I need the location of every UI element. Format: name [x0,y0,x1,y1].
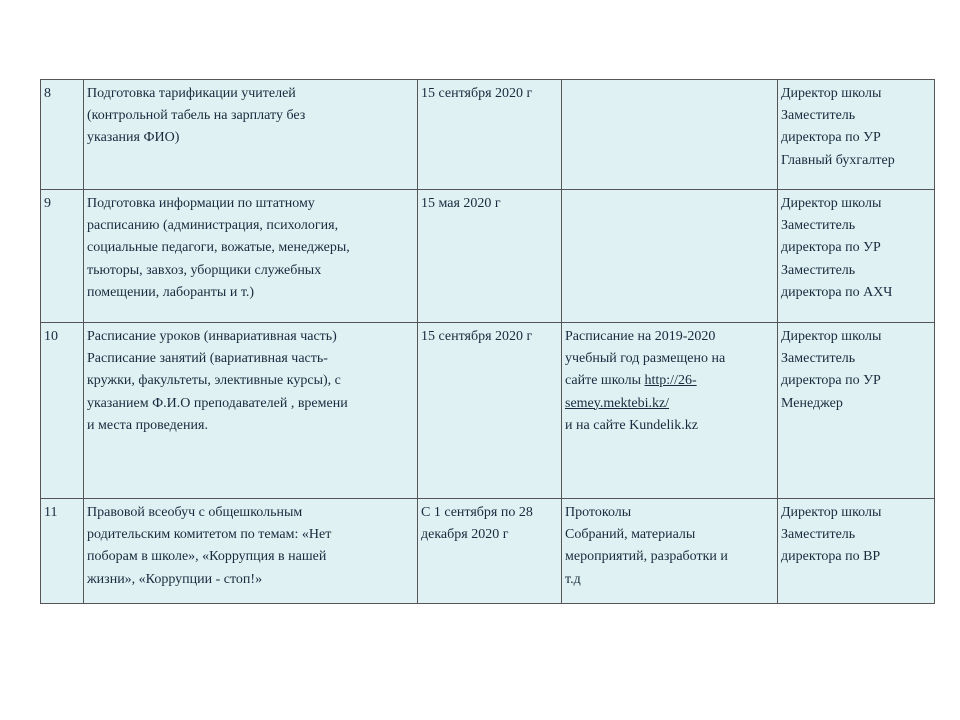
row-number: 9 [41,190,84,323]
task-cell: Подготовка тарификации учителей (контрольной табель на зарплату без указания ФИО) [84,80,418,190]
result-cell: Протоколы Собраний, материалы мероприятий, разработки и т.д [562,499,778,604]
row-number: 10 [41,323,84,499]
result-cell: Расписание на 2019-2020 учебный год размещено на сайте школы http://26- semey.mektebi.kz/ и на сайте Kundelik.kz [562,323,778,499]
responsible-cell: Директор школы Заместитель директора по УР Менеджер [778,323,935,499]
deadline-cell: 15 сентября 2020 г [418,323,562,499]
table-row [41,499,935,604]
result-cell [562,80,778,190]
task-cell: Расписание уроков (инвариативная часть) Расписание занятий (вариативная часть- кружки, факультеты, элективные курсы), с указанием Ф.И.О преподавателей , времени и места проведения. [84,323,418,499]
plan-table [40,79,935,604]
deadline-cell: С 1 сентября по 28 декабря 2020 г [418,499,562,604]
responsible-cell: Директор школы Заместитель директора по УР Главный бухгалтер [778,80,935,190]
row-number: 8 [41,80,84,190]
responsible-cell: Директор школы Заместитель директора по УР Заместитель директора по АХЧ [778,190,935,323]
table-row [41,323,935,499]
table-row [41,190,935,323]
responsible-cell: Директор школы Заместитель директора по ВР [778,499,935,604]
result-cell [562,190,778,323]
task-cell: Подготовка информации по штатному расписанию (администрация, психология, социальные педагоги, вожатые, менеджеры, тьюторы, завхоз, уборщики служебных помещении, лаборанты и т.) [84,190,418,323]
school-site-link-cont[interactable]: semey.mektebi.kz/ [565,395,670,411]
deadline-cell: 15 сентября 2020 г [418,80,562,190]
table-row [41,80,935,190]
school-site-link[interactable]: http://26- [644,373,697,389]
row-number: 11 [41,499,84,604]
task-cell: Правовой всеобуч с общешкольным родительским комитетом по темам: «Нет поборам в школе», «Коррупция в нашей жизни», «Коррупции - стоп!» [84,499,418,604]
deadline-cell: 15 мая 2020 г [418,190,562,323]
